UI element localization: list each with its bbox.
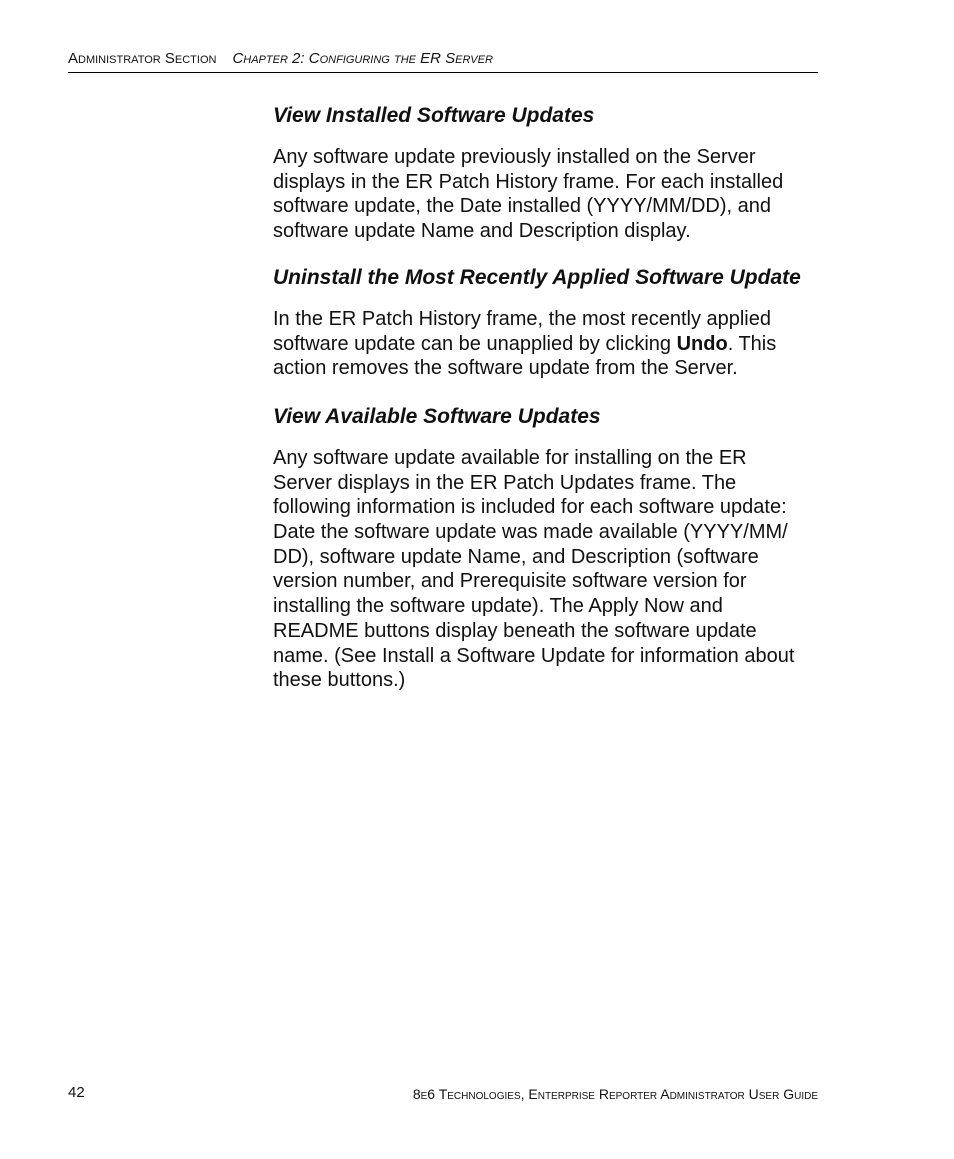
text-span: . This [727, 332, 777, 355]
text-line: In the ER Patch History frame, the most recently applied [273, 308, 771, 330]
header-chapter: Chapter 2: Configuring the ER Server [232, 50, 493, 67]
text-line: Any software update available for installing on the ER [273, 447, 747, 469]
undo-term: Undo [676, 332, 728, 355]
header-rule [68, 72, 818, 73]
section-heading-installed: View Installed Software Updates [273, 104, 595, 127]
text-line: DD), software update Name, and Description (software [273, 545, 759, 568]
page-number: 42 [68, 1084, 85, 1101]
text-line: Any software update previously installed on the Server [273, 146, 756, 168]
text-line: software update Name and Description display. [273, 220, 691, 243]
text-line: README buttons display beneath the software update [273, 619, 757, 642]
paragraph-uninstall [273, 307, 776, 381]
text-line: software update, the Date installed (YYYY/MM/DD), and [273, 195, 772, 218]
text-line: name. (See Install a Software Update for information about [273, 644, 795, 667]
paragraph-installed [273, 145, 783, 244]
paragraph-available [273, 446, 794, 693]
section-heading-uninstall: Uninstall the Most Recently Applied Software Update [273, 266, 801, 289]
header-section: Administrator Section [68, 50, 217, 67]
text-line: following information is included for each software update: [273, 496, 787, 519]
text-line: action removes the software update from the Server. [273, 357, 738, 380]
text-line: version number, and Prerequisite software version for [273, 570, 747, 593]
text-line: installing the software update). The Apply Now and [273, 595, 723, 618]
footer-guide-title: 8e6 Technologies, Enterprise Reporter Administrator User Guide [412, 1086, 818, 1102]
text-line: these buttons.) [273, 669, 406, 692]
running-header [68, 50, 493, 67]
text-line: displays in the ER Patch History frame. For each installed [273, 170, 784, 193]
text-line: Server displays in the ER Patch Updates frame. The [273, 471, 737, 494]
text-line: Date the software update was made available (YYYY/MM/ [273, 521, 788, 544]
section-heading-available: View Available Software Updates [273, 405, 601, 428]
text-span: software update can be unapplied by clicking [273, 332, 677, 355]
text-line [273, 332, 776, 357]
